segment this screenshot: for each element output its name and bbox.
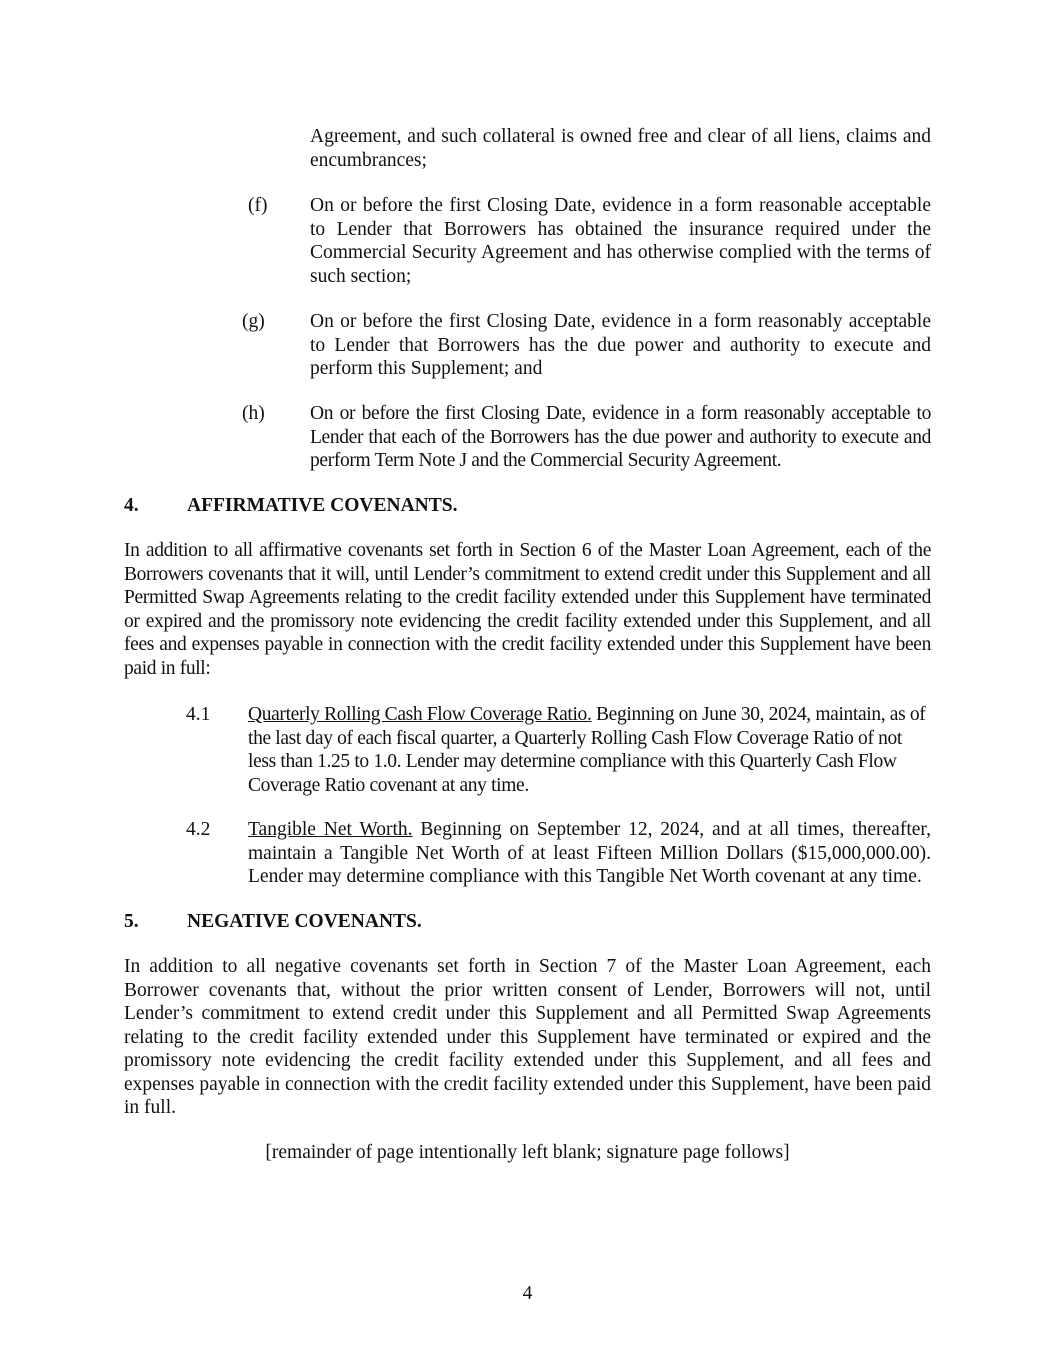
subsection-4-2-text: Beginning on September 12, 2024, and at all times, thereafter, maintain a Tangible Net Worth of at least Fifteen Million Dollars ($15,000,000.00). Lender may determine compliance with this Tangible Net Worth covenant at any time. [248, 819, 931, 887]
subsection-4-1-title: Quarterly Rolling Cash Flow Coverage Ratio. [248, 704, 592, 725]
subsection-4-2-number: 4.2 [186, 819, 211, 840]
subsection-4-1-number: 4.1 [186, 704, 211, 725]
section-5-heading [124, 910, 422, 934]
remainder-note: [remainder of page intentionally left blank; signature page follows] [265, 1142, 790, 1163]
section-4-heading [124, 494, 458, 518]
item-g-marker: (g) [242, 311, 265, 332]
section-4-intro: In addition to all affirmative covenants set forth in Section 6 of the Master Loan Agreement, each of the Borrowers covenants that it will, until Lender’s commitment to extend credit under this Supplement and all Permitted Swap Agreements relating to the credit facility extended under this Supplement have terminated or expired and the promissory note evidencing the credit facility extended under this Supplement, and all fees and expenses payable in connection with the credit facility extended under this Supplement have been paid in full: [124, 540, 931, 679]
subsection-4-1 [248, 703, 931, 797]
subsection-4-1-text: Beginning on June 30, 2024, maintain, as of the last day of each fiscal quarter, a Quarterly Rolling Cash Flow Coverage Ratio of not less than 1.25 to 1.0. Lender may determine compliance with this Quarterly Cash Flow Coverage Ratio covenant at any time. [248, 704, 926, 796]
subsection-4-2 [248, 818, 931, 889]
item-f-text: On or before the first Closing Date, evidence in a form reasonable acceptable to Lender that Borrowers has obtained the insurance required under the Commercial Security Agreement and has otherwise complied with the terms of such section; [310, 195, 931, 287]
section-4-title: AFFIRMATIVE COVENANTS. [187, 495, 458, 516]
section-5-number: 5. [124, 911, 139, 932]
section-4-number: 4. [124, 495, 139, 516]
item-h-text: On or before the first Closing Date, evidence in a form reasonably acceptable to Lender that each of the Borrowers has the due power and authority to execute and perform Term Note J and the Commercial Security Agreement. [310, 403, 931, 471]
page-number: 4 [522, 1283, 533, 1304]
item-f-marker: (f) [248, 195, 268, 216]
section-5-intro: In addition to all negative covenants set forth in Section 7 of the Master Loan Agreement, each Borrower covenants that, without the prior written consent of Lender, Borrowers will not, until Lender’s commitment to extend credit under this Supplement and all Permitted Swap Agreements relating to the credit facility extended under this Supplement have terminated or expired and the promissory note evidencing the credit facility extended under this Supplement, and all fees and expenses payable in connection with the credit facility extended under this Supplement, have been paid in full. [124, 956, 931, 1118]
item-g-text: On or before the first Closing Date, evidence in a form reasonably acceptable to Lender that Borrowers has the due power and authority to execute and perform this Supplement; and [310, 311, 931, 379]
item-h-marker: (h) [242, 403, 265, 424]
section-5-title: NEGATIVE COVENANTS. [187, 911, 422, 932]
subsection-4-2-title: Tangible Net Worth. [248, 819, 413, 840]
item-e-continuation: Agreement, and such collateral is owned free and clear of all liens, claims and encumbrances; [310, 126, 931, 171]
